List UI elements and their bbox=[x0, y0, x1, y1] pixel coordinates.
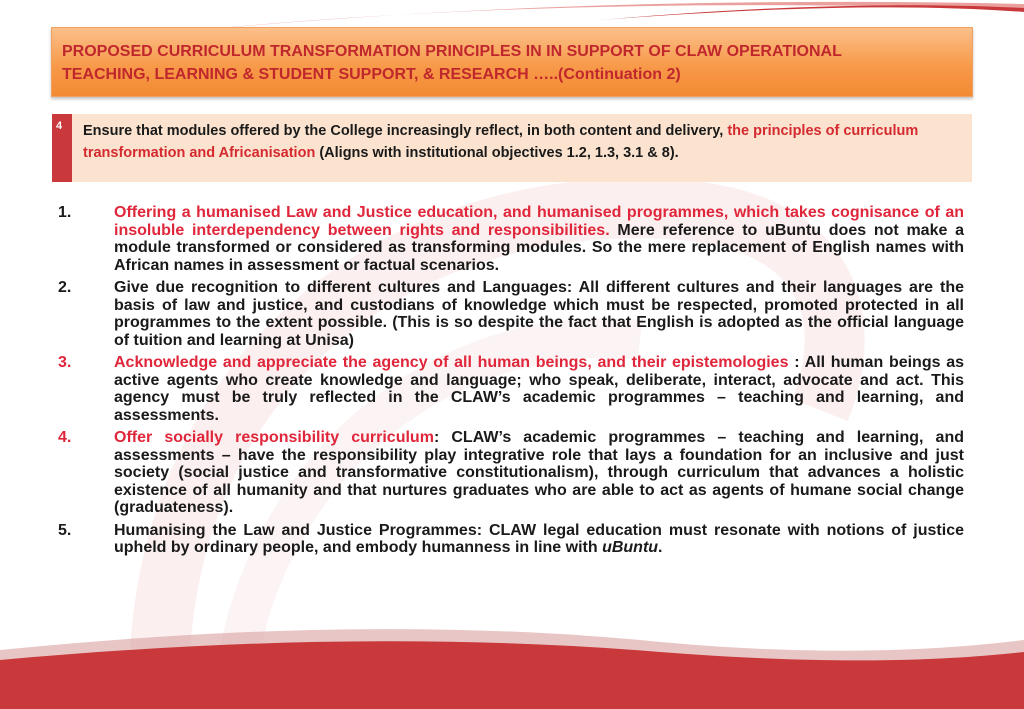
slide-title-line-2: TEACHING, LEARNING & STUDENT SUPPORT, & RESEARCH …..(Continuation 2) bbox=[62, 66, 681, 83]
list-item-body bbox=[114, 522, 964, 557]
list-item-number: 2. bbox=[58, 279, 72, 296]
principles-list bbox=[58, 204, 964, 562]
title-banner bbox=[51, 27, 973, 97]
list-item-italic: uBuntu bbox=[602, 539, 659, 556]
list-item bbox=[58, 429, 964, 517]
list-item-number: 4. bbox=[58, 429, 72, 446]
list-item-text: Humanising the Law and Justice Programmes: CLAW legal education must resonate with notions of justice upheld by ordinary people, and embody humanness in line with bbox=[114, 521, 964, 556]
list-item-body bbox=[114, 204, 964, 274]
principle-box bbox=[52, 114, 972, 182]
list-item-emphasis: Offering a humanised Law and Justice education, and humanised programmes, which takes cognisance of an insoluble interdependency between rights and responsibilities. bbox=[114, 204, 964, 239]
list-item bbox=[58, 279, 964, 349]
list-item-number: 5. bbox=[58, 521, 72, 539]
principle-highlight: the principles of curriculum transformation and Africanisation bbox=[83, 123, 919, 161]
list-item bbox=[58, 204, 964, 274]
bottom-wave-decoration bbox=[0, 600, 1024, 709]
list-item-text: : CLAW’s academic programmes – teaching and learning, and assessments – have the responsibility play integrative role that lays a foundation for an inclusive and just society (social justice and transformative constitutionalism), through curriculum that advances a holistic existence of all humanity and that nurtures graduates who are able to act as agents of humane social change (graduateness). bbox=[114, 429, 965, 516]
list-item-number: 3. bbox=[58, 354, 72, 371]
list-item bbox=[58, 522, 964, 557]
principle-text-before: Ensure that modules offered by the College increasingly reflect, in both content and delivery, bbox=[83, 123, 728, 139]
list-item-body bbox=[114, 429, 964, 517]
list-item-end: . bbox=[658, 539, 663, 556]
list-item-emphasis: Acknowledge and appreciate the agency of all human beings, and their epistemologies bbox=[114, 354, 789, 371]
principle-text-after: (Aligns with institutional objectives 1.2, 1.3, 3.1 & 8). bbox=[315, 145, 679, 161]
list-item-number: 1. bbox=[58, 204, 72, 221]
list-item-body bbox=[114, 279, 964, 349]
list-item-text: Give due recognition to different cultures and Languages: All different cultures and their languages are the basis of law and justice, and custodians of knowledge which must be respected, promoted protected in all programmes to the extent possible. (This is so despite the fact that English is adopted as the official language of tuition and learning at Unisa) bbox=[114, 279, 964, 349]
slide-title-line-1: PROPOSED CURRICULUM TRANSFORMATION PRINCIPLES IN IN SUPPORT OF CLAW OPERATIONAL bbox=[62, 43, 842, 60]
list-item-emphasis: Offer socially responsibility curriculum bbox=[114, 429, 434, 446]
list-item-body bbox=[114, 354, 964, 424]
principle-number-cell bbox=[52, 114, 72, 182]
list-item-text: : All human beings as active agents who create knowledge and language; who speak, deliberate, interact, advocate and act. This agency must be truly reflected in the CLAW’s academic programmes – teaching and learning, and assessments. bbox=[114, 354, 965, 424]
list-item bbox=[58, 354, 964, 424]
principle-number: 4 bbox=[56, 120, 63, 132]
list-item-text: Mere reference to uBuntu does not make a module transformed or considered as transforming modules. So the mere replacement of English names with African names in assessment or factual scenarios. bbox=[114, 221, 965, 274]
principle-text bbox=[83, 120, 963, 164]
